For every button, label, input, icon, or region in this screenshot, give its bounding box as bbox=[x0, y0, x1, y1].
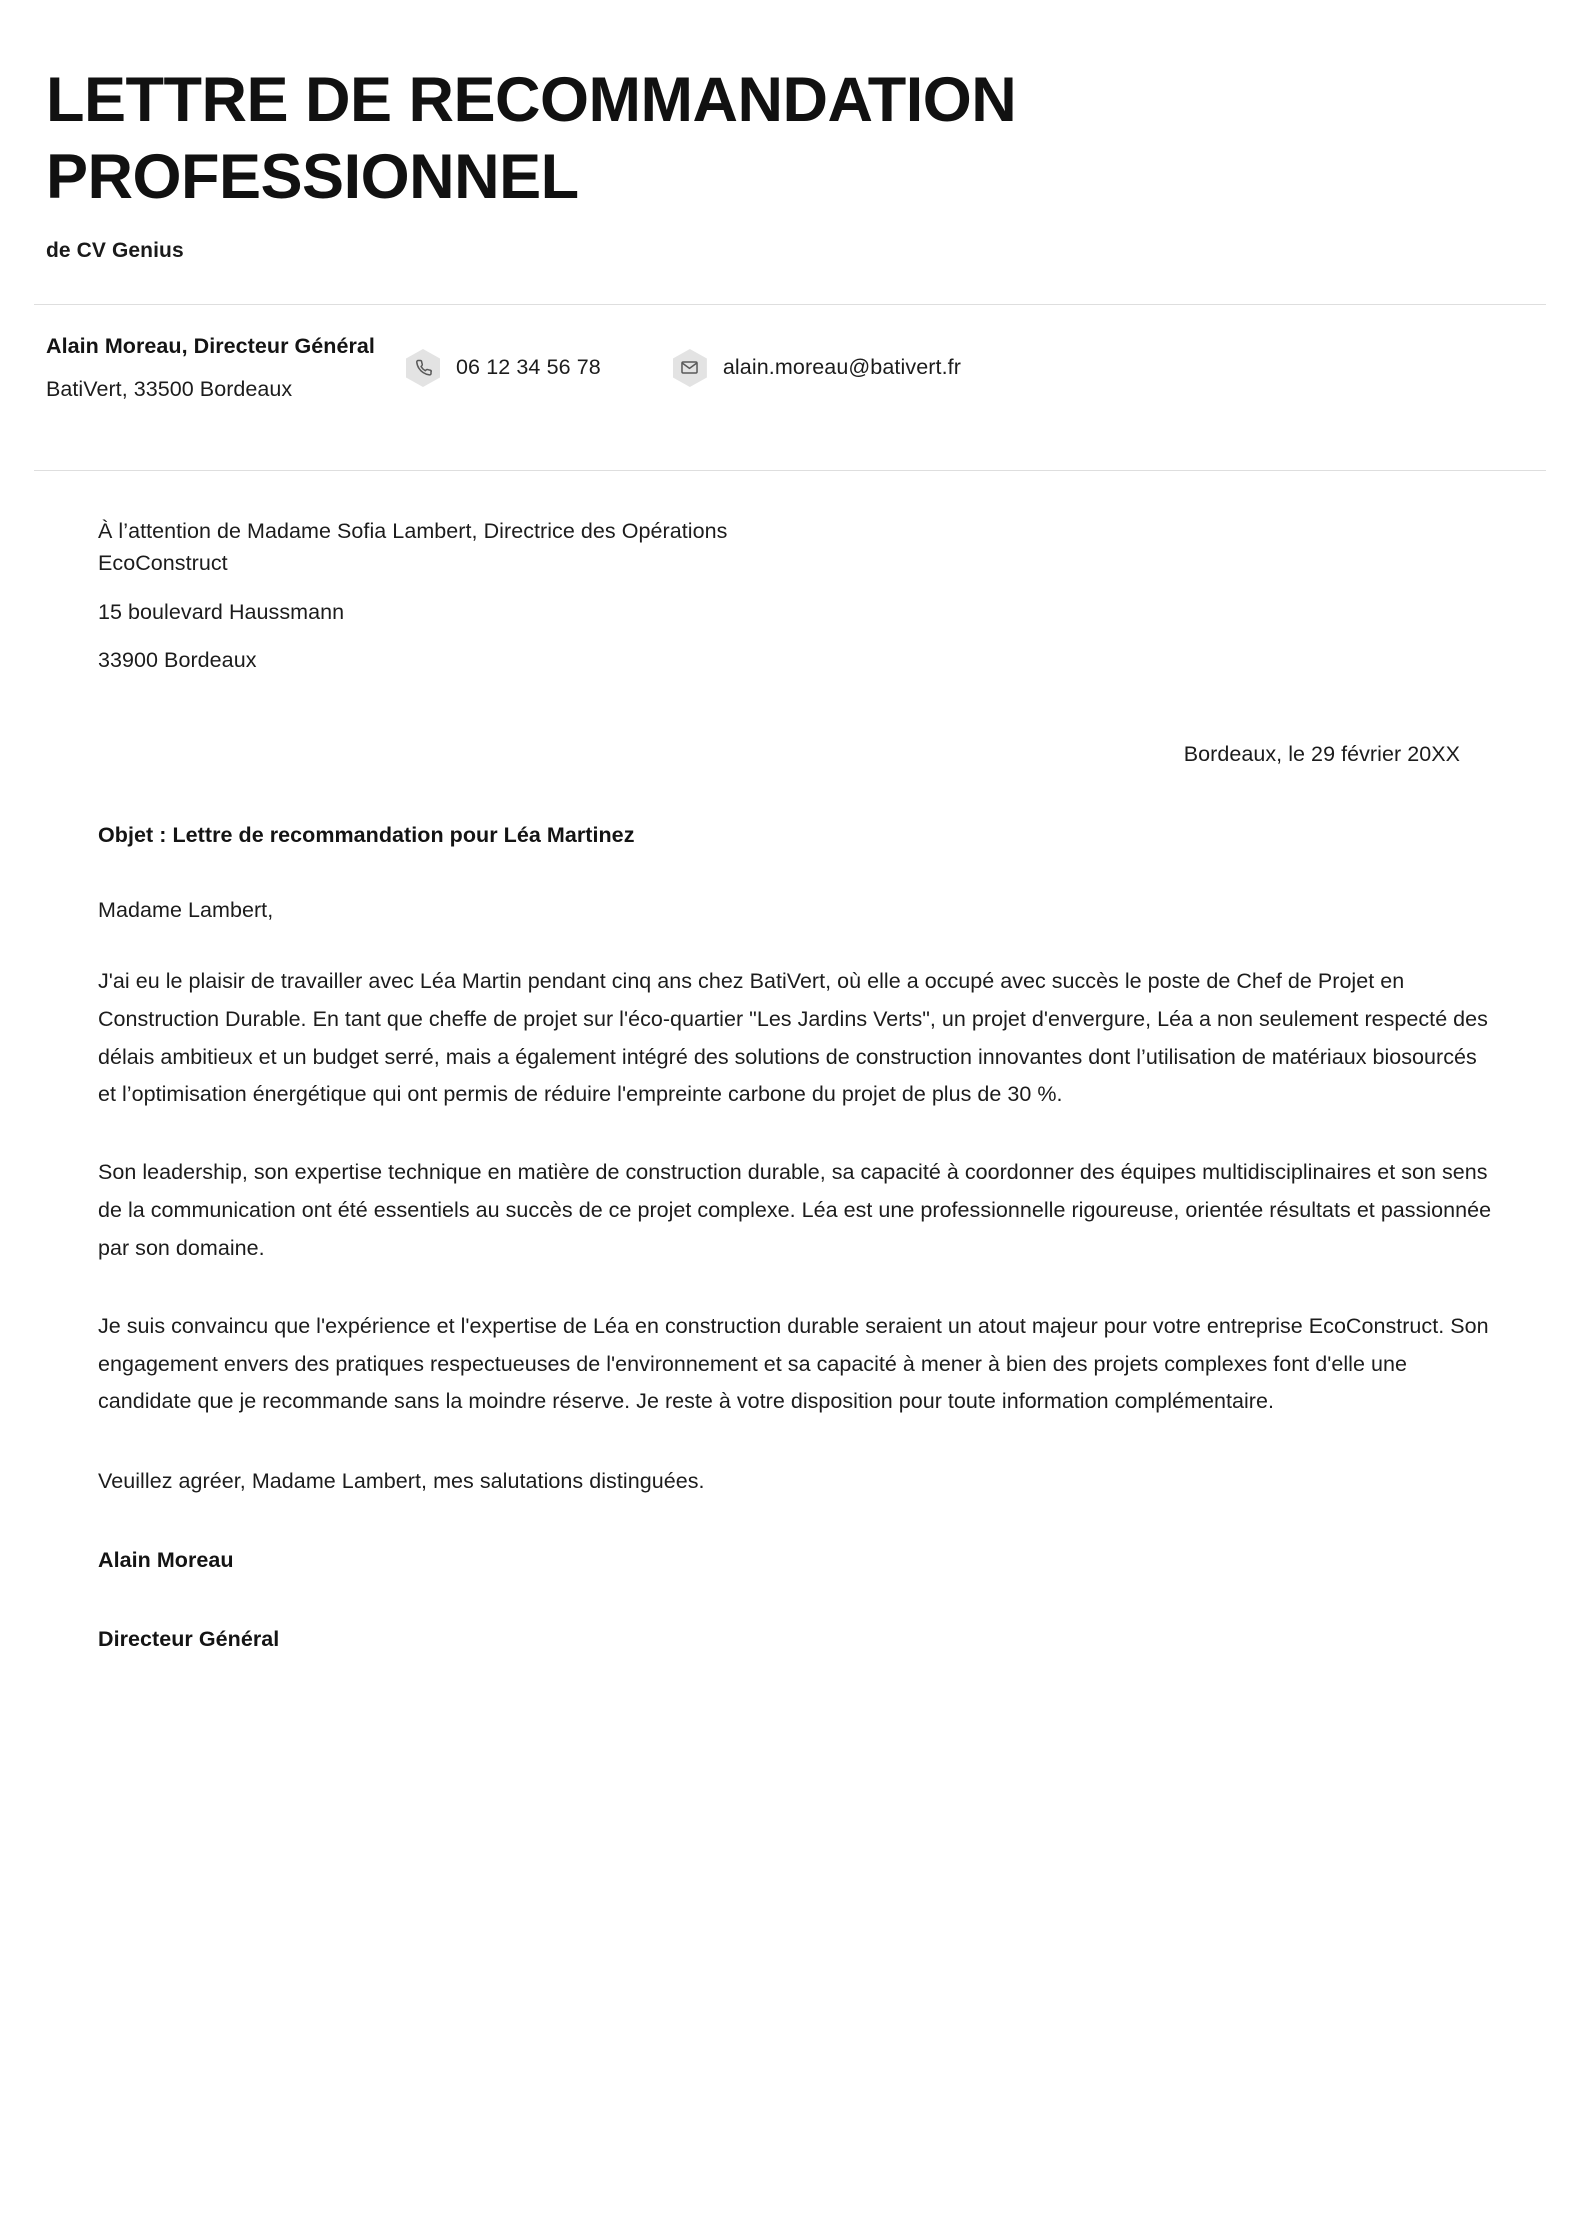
email-address: alain.moreau@bativert.fr bbox=[722, 355, 962, 380]
recipient-city: 33900 Bordeaux bbox=[98, 647, 257, 672]
document-header bbox=[0, 0, 1580, 263]
phone-number: 06 12 34 56 78 bbox=[456, 355, 601, 380]
contact-group bbox=[398, 349, 961, 387]
signature-title: Directeur Général bbox=[98, 1627, 280, 1652]
salutation: Madame Lambert, bbox=[98, 898, 274, 922]
recipient-address bbox=[98, 515, 1498, 676]
document-subtitle: de CV Genius bbox=[46, 238, 184, 262]
body-paragraph-1: J'ai eu le plaisir de travailler avec Léa Martin pendant cinq ans chez BatiVert, où elle a occupé avec succès le poste de Chef de Projet en Construction Durable. En tant que cheffe de projet sur l'éco-quartier "Les Jardins Verts", un projet d'envergure, Léa a non seulement respecté des délais ambitieux et un budget serré, mais a également intégré des solutions de construction innovantes dont l’utilisation de matériaux biosourcés et l’optimisation énergétique qui ont permis de réduire l'empreinte carbone du projet de plus de 30 %. bbox=[98, 969, 1488, 1107]
sender-company: BatiVert, 33500 Bordeaux bbox=[46, 377, 293, 402]
letter-content bbox=[0, 471, 1558, 1652]
recipient-street: 15 boulevard Haussmann bbox=[98, 599, 345, 624]
body-paragraph-3: Je suis convaincu que l'expérience et l'expertise de Léa en construction durable seraient un atout majeur pour votre entreprise EcoConstruct. Son engagement envers des pratiques respectueuses de l'environnement et sa capacité à mener à bien des projets complexes font d'elle une candidate que je recommande sans la moindre réserve. Je reste à votre disposition pour toute information complémentaire. bbox=[98, 1313, 1489, 1414]
page-title: LETTRE DE RECOMMANDATION PROFESSIONNEL bbox=[46, 65, 1017, 213]
subject-line: Objet : Lettre de recommandation pour Léa Martinez bbox=[98, 823, 635, 847]
recipient-company: EcoConstruct bbox=[98, 551, 228, 576]
sender-name: Alain Moreau, Directeur Général bbox=[46, 333, 375, 358]
body-paragraph-2: Son leadership, son expertise technique en matière de construction durable, sa capacité à coordonner des équipes multidisciplinaires et son sens de la communication ont été essentiels au succès de ce projet complexe. Léa est une professionnelle rigoureuse, orientée résultats et passionnée par son domaine. bbox=[98, 1160, 1492, 1260]
contact-phone[interactable] bbox=[406, 349, 601, 387]
contact-email[interactable] bbox=[673, 349, 961, 387]
signature-name: Alain Moreau bbox=[98, 1548, 234, 1573]
phone-icon bbox=[406, 349, 440, 387]
sender-contact-band bbox=[0, 305, 1580, 429]
closing-line: Veuillez agréer, Madame Lambert, mes salutations distinguées. bbox=[98, 1469, 705, 1494]
date-line: Bordeaux, le 29 février 20XX bbox=[1183, 742, 1460, 766]
sender-identity bbox=[46, 331, 398, 405]
recipient-attention: À l’attention de Madame Sofia Lambert, Directrice des Opérations bbox=[98, 519, 728, 543]
envelope-icon bbox=[673, 349, 707, 387]
